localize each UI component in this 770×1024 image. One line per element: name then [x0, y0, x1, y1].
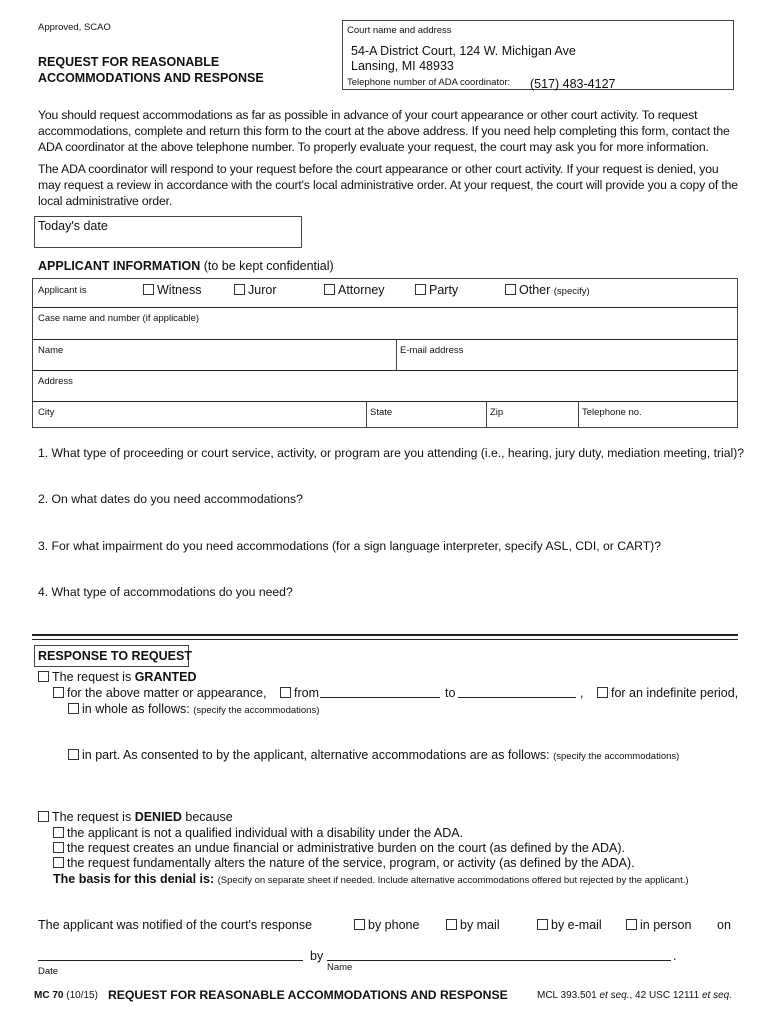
in-person-checkbox[interactable]	[626, 919, 637, 930]
indefinite-option[interactable]: for an indefinite period,	[597, 686, 738, 700]
telephone-label: Telephone no.	[582, 407, 642, 418]
question-3: 3. For what impairment do you need accommodations (for a sign language interpreter, specify ASL, CDI, or CART)?	[38, 539, 661, 553]
in-whole-checkbox[interactable]	[68, 703, 79, 714]
role-witness[interactable]	[143, 283, 201, 297]
role-other[interactable]	[505, 283, 590, 297]
notified-in-person[interactable]: in person	[626, 918, 691, 932]
intro-paragraph-2: The ADA coordinator will respond to your request before the court appearance or other court activity. If your request is denied, you may request a review in accordance with the court's local administrative order. At your request, the court will provide you a copy of the local administrative order.	[38, 162, 738, 208]
form-title-line2: ACCOMMODATIONS AND RESPONSE	[38, 71, 264, 85]
from-checkbox[interactable]	[280, 687, 291, 698]
notified-name-field[interactable]	[327, 960, 671, 961]
party-checkbox[interactable]	[415, 284, 426, 295]
name-caption: Name	[327, 962, 353, 973]
witness-label: Witness	[157, 283, 202, 297]
attorney-label: Attorney	[338, 283, 385, 297]
court-label: Court name and address	[347, 25, 452, 36]
above-matter-option[interactable]: for the above matter or appearance,	[53, 686, 266, 700]
party-label: Party	[429, 283, 459, 297]
city-label: City	[38, 407, 55, 418]
role-attorney[interactable]	[324, 283, 385, 297]
state-label: State	[370, 407, 393, 418]
response-heading: RESPONSE TO REQUEST	[38, 649, 192, 663]
todays-date-label: Today's date	[38, 219, 108, 233]
granted-row[interactable]: The request is GRANTED	[38, 670, 197, 684]
denied-reason-2[interactable]: the request creates an undue financial or administrative burden on the court (as defined by the ADA).	[53, 841, 625, 855]
case-name-label: Case name and number (if applicable)	[38, 313, 200, 324]
denied-word: DENIED	[134, 810, 182, 824]
denied-reason-1[interactable]: the applicant is not a qualified individual with a disability under the ADA.	[53, 826, 463, 840]
to-label: to	[445, 686, 456, 700]
witness-checkbox[interactable]	[143, 284, 154, 295]
question-4: 4. What type of accommodations do you need?	[38, 585, 293, 599]
reason-1-checkbox[interactable]	[53, 827, 64, 838]
applicant-is-label: Applicant is	[38, 285, 87, 296]
applicant-info-heading: APPLICANT INFORMATION	[38, 259, 201, 273]
footer-left	[34, 990, 98, 1001]
role-party[interactable]	[415, 283, 458, 297]
denied-reason-3[interactable]: the request fundamentally alters the nature of the service, program, or activity (as defined by the ADA).	[53, 856, 635, 870]
denied-row[interactable]: The request is DENIED because	[38, 810, 233, 824]
court-line2: Lansing, MI 48933	[351, 59, 454, 73]
denial-basis-note: (Specify on separate sheet if needed. Include alternative accommodations offered but rejected by the applicant.)	[217, 875, 689, 886]
applicant-table	[32, 278, 738, 428]
form-id: MC 70	[34, 990, 64, 1001]
ada-phone-label: Telephone number of ADA coordinator:	[347, 77, 511, 88]
granted-checkbox[interactable]	[38, 671, 49, 682]
granted-word: GRANTED	[134, 670, 197, 684]
above-matter-checkbox[interactable]	[53, 687, 64, 698]
other-checkbox[interactable]	[505, 284, 516, 295]
intro-paragraph-1: You should request accommodations as far as possible in advance of your court appearance or other court activity. To request accommodations, complete and return this form to the court at the above address. If you need help completing this form, contact the ADA coordinator at the above telephone number. To properly evaluate your request, the court may ask you for more information.	[38, 108, 730, 154]
in-part-checkbox[interactable]	[68, 749, 79, 760]
in-part-option[interactable]: in part. As consented to by the applicant, alternative accommodations are as follows: (specify the accommodations)	[68, 748, 679, 762]
approved-scao: Approved, SCAO	[38, 22, 111, 33]
by-label: by	[310, 949, 324, 963]
ada-phone-value: (517) 483-4127	[530, 77, 616, 91]
from-option[interactable]: from	[280, 686, 319, 700]
to-date-field[interactable]	[458, 697, 576, 698]
comma: ,	[580, 686, 584, 700]
zip-label: Zip	[490, 407, 504, 418]
notified-email[interactable]: by e-mail	[537, 918, 602, 932]
notified-on: on	[717, 918, 731, 932]
form-revision: (10/15)	[66, 990, 98, 1001]
by-phone-checkbox[interactable]	[354, 919, 365, 930]
in-whole-option[interactable]: in whole as follows: (specify the accommodations)	[68, 702, 319, 716]
notified-mail[interactable]: by mail	[446, 918, 500, 932]
reason-3-checkbox[interactable]	[53, 857, 64, 868]
juror-checkbox[interactable]	[234, 284, 245, 295]
notified-label: The applicant was notified of the court's response	[38, 918, 313, 932]
footer-statute: MCL 393.501 et seq., 42 USC 12111 et seq.	[537, 990, 732, 1001]
juror-label: Juror	[248, 283, 277, 297]
denial-basis-label: The basis for this denial is:	[53, 872, 215, 886]
attorney-checkbox[interactable]	[324, 284, 335, 295]
notified-phone[interactable]: by phone	[354, 918, 419, 932]
other-specify-note: (specify)	[553, 286, 590, 297]
by-email-checkbox[interactable]	[537, 919, 548, 930]
name-label: Name	[38, 345, 64, 356]
email-label: E-mail address	[400, 345, 464, 356]
section-divider	[32, 634, 738, 636]
other-label: Other	[519, 283, 551, 297]
notified-date-field[interactable]	[38, 960, 303, 961]
by-mail-checkbox[interactable]	[446, 919, 457, 930]
indefinite-checkbox[interactable]	[597, 687, 608, 698]
footer-title: REQUEST FOR REASONABLE ACCOMMODATIONS AND RESPONSE	[108, 988, 508, 1002]
role-juror[interactable]	[234, 283, 276, 297]
denied-checkbox[interactable]	[38, 811, 49, 822]
address-label: Address	[38, 376, 73, 387]
question-2: 2. On what dates do you need accommodations?	[38, 492, 303, 506]
from-date-field[interactable]	[320, 697, 440, 698]
question-1: 1. What type of proceeding or court service, activity, or program are you attending (i.e., hearing, jury duty, mediation meeting, trial)?	[38, 446, 745, 460]
reason-2-checkbox[interactable]	[53, 842, 64, 853]
date-label: Date	[38, 966, 59, 977]
court-line1: 54-A District Court, 124 W. Michigan Ave	[351, 44, 576, 58]
applicant-info-note: (to be kept confidential)	[203, 259, 334, 273]
form-title-line1: REQUEST FOR REASONABLE	[38, 55, 220, 69]
period: .	[673, 949, 677, 963]
